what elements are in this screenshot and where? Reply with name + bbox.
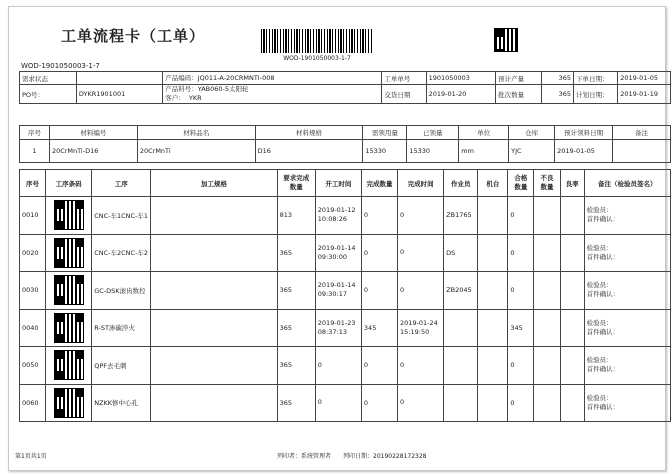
- mat-header: 备注: [613, 126, 671, 140]
- op-done-time: 2019-01-24 15:19:50: [398, 309, 444, 347]
- mat-cell: 15330: [407, 140, 459, 163]
- op-done-qty: 0: [361, 384, 397, 422]
- op-done-qty: 0: [361, 347, 397, 385]
- batch-label: 批次数量: [496, 85, 542, 104]
- ops-header-seq: 序号: [20, 170, 46, 197]
- op-machine: [478, 309, 508, 347]
- op-required-qty: 365: [277, 309, 315, 347]
- ops-header-worker: 作业员: [444, 170, 478, 197]
- op-ok-qty: 345: [508, 309, 534, 347]
- op-start-time: 2019-01-12 10:08:26: [315, 197, 361, 235]
- plan-date-value: 2019-01-19: [618, 85, 671, 104]
- batch-value: 365: [542, 85, 574, 104]
- op-ng-qty: [534, 272, 560, 310]
- mat-header: 材料规格: [255, 126, 363, 140]
- po-label: PO号：: [20, 85, 77, 104]
- info-row: [20, 85, 671, 104]
- qr-code-icon: [55, 351, 83, 379]
- wo-label: 工单单号: [382, 72, 426, 85]
- operation-row: [20, 384, 671, 422]
- op-note: 检验员： 首件确认：: [584, 347, 670, 385]
- op-worker: ZB1765: [444, 197, 478, 235]
- mat-cell: D16: [255, 140, 363, 163]
- mat-header: 材料编号: [49, 126, 137, 140]
- po-value: DYKR1901001: [76, 85, 162, 104]
- qr-code-icon: [55, 389, 83, 417]
- demand-label: 需求状态: [20, 72, 77, 85]
- op-worker: [444, 384, 478, 422]
- op-qr-code: [46, 234, 92, 272]
- part-name-value: YAB060-5太阳轮: [197, 85, 249, 93]
- header-qr-code: [495, 29, 517, 51]
- customer-label: 客户：: [165, 94, 185, 102]
- footer-print-time: 列印日期：20190228172328: [343, 453, 427, 460]
- ops-header-ng: 不良 数量: [534, 170, 560, 197]
- op-done-time: 0: [398, 347, 444, 385]
- operation-row: [20, 309, 671, 347]
- op-required-qty: 365: [277, 234, 315, 272]
- op-spec: [151, 197, 277, 235]
- op-done-qty: 0: [361, 272, 397, 310]
- mat-cell: 20CrMnTi-D16: [49, 140, 137, 163]
- mat-header: 需领用量: [363, 126, 407, 140]
- op-done-time: 0: [398, 197, 444, 235]
- op-start-time: 0: [315, 347, 361, 385]
- op-ng-qty: [534, 347, 560, 385]
- op-spec: [151, 309, 277, 347]
- mat-header: 仓库: [509, 126, 555, 140]
- op-seq: 0050: [20, 347, 46, 385]
- op-spec: [151, 347, 277, 385]
- ops-header-row: [20, 170, 671, 197]
- mat-cell: 2019-01-05: [555, 140, 613, 163]
- part-name-label: 产品料号：: [165, 85, 198, 93]
- op-machine: [478, 234, 508, 272]
- material-header-row: [20, 126, 671, 140]
- op-seq: 0010: [20, 197, 46, 235]
- op-ng-qty: [534, 309, 560, 347]
- mat-cell: [613, 140, 671, 163]
- customer-value: YKR: [188, 94, 202, 102]
- ops-header-ok: 合格 数量: [508, 170, 534, 197]
- op-done-time: 0: [398, 384, 444, 422]
- op-ok-qty: 0: [508, 347, 534, 385]
- op-machine: [478, 272, 508, 310]
- op-ok-qty: 0: [508, 272, 534, 310]
- mat-header: 序号: [20, 126, 50, 140]
- footer-page: 第1页共1页: [15, 453, 47, 460]
- op-qr-code: [46, 309, 92, 347]
- op-worker: [444, 309, 478, 347]
- operation-row: [20, 197, 671, 235]
- qr-code-icon: [55, 239, 83, 267]
- ops-header-done-qty: 完成数量: [361, 170, 397, 197]
- op-start-time: 2019-01-14 09:30:00: [315, 234, 361, 272]
- op-process: CNC-车2CNC-车2: [92, 234, 151, 272]
- op-ng-qty: [534, 384, 560, 422]
- part-no-label: 产品编码：: [165, 73, 198, 82]
- op-rate: [560, 272, 584, 310]
- op-done-time: 0: [398, 272, 444, 310]
- op-rate: [560, 234, 584, 272]
- mat-cell: 1: [20, 140, 50, 163]
- op-worker: [444, 347, 478, 385]
- wo-value: 1901050003: [426, 72, 496, 85]
- mat-header: 预计领料日期: [555, 126, 613, 140]
- op-ok-qty: 0: [508, 234, 534, 272]
- op-machine: [478, 347, 508, 385]
- plan-qty-value: 365: [542, 72, 574, 85]
- part-no-value: JQ011-A-20CRMNTI-008: [197, 73, 275, 82]
- work-order-sheet: [8, 6, 666, 471]
- op-required-qty: 365: [277, 272, 315, 310]
- op-start-time: 2019-01-14 09:30:17: [315, 272, 361, 310]
- op-machine: [478, 197, 508, 235]
- mat-header: 已领量: [407, 126, 459, 140]
- qr-code-icon: [55, 276, 83, 304]
- mat-cell: 15330: [363, 140, 407, 163]
- part-no-cell: [163, 72, 382, 85]
- ops-header-machine: 机台: [478, 170, 508, 197]
- op-seq: 0020: [20, 234, 46, 272]
- op-start-time: 0: [315, 384, 361, 422]
- ops-header-code: 工序条码: [46, 170, 92, 197]
- order-date-label: 下单日期：: [574, 72, 618, 85]
- op-note: 检验员： 首件确认：: [584, 384, 670, 422]
- operations-table: [19, 169, 671, 422]
- delivery-value: 2019-01-20: [426, 85, 496, 104]
- ops-header-done-time: 完成时间: [398, 170, 444, 197]
- op-ok-qty: 0: [508, 197, 534, 235]
- op-process: R-ST渗碳淬火: [92, 309, 151, 347]
- op-qr-code: [46, 197, 92, 235]
- op-note: 检验员： 首件确认：: [584, 272, 670, 310]
- op-done-qty: 345: [361, 309, 397, 347]
- material-table: [19, 125, 671, 163]
- ops-header-note: 备注（检验员签名）: [584, 170, 670, 197]
- op-spec: [151, 384, 277, 422]
- delivery-label: 交货日期: [382, 85, 426, 104]
- qr-code-icon: [55, 314, 83, 342]
- sheet-number: WOD-1901050003-1-7: [21, 62, 100, 70]
- demand-value: [76, 72, 162, 85]
- op-process: CNC-车1CNC-车1: [92, 197, 151, 235]
- mat-header: 材料品名: [137, 126, 255, 140]
- barcode-text: WOD-1901050003-1-7: [283, 55, 351, 62]
- footer-printer: 列印者：系统管理者: [277, 453, 332, 460]
- op-ng-qty: [534, 234, 560, 272]
- customer-cell: [163, 85, 382, 104]
- op-required-qty: 365: [277, 347, 315, 385]
- op-worker: DS: [444, 234, 478, 272]
- op-seq: 0060: [20, 384, 46, 422]
- op-done-qty: 0: [361, 234, 397, 272]
- info-row: [20, 72, 671, 85]
- op-process: GC-DSK滚齿数控: [92, 272, 151, 310]
- op-rate: [560, 197, 584, 235]
- op-spec: [151, 272, 277, 310]
- material-row: [20, 140, 671, 163]
- op-qr-code: [46, 384, 92, 422]
- op-process: QPF去毛刺: [92, 347, 151, 385]
- mat-header: 单位: [459, 126, 509, 140]
- qr-code-icon: [55, 201, 83, 229]
- op-rate: [560, 384, 584, 422]
- order-date-value: 2019-01-05: [618, 72, 671, 85]
- page-title: 工单流程卡（工单）: [61, 27, 206, 45]
- ops-header-proc: 工序: [92, 170, 151, 197]
- op-seq: 0030: [20, 272, 46, 310]
- op-done-qty: 0: [361, 197, 397, 235]
- op-required-qty: 813: [277, 197, 315, 235]
- op-start-time: 2019-01-23 08:37:13: [315, 309, 361, 347]
- operation-row: [20, 347, 671, 385]
- op-note: 检验员： 首件确认：: [584, 197, 670, 235]
- op-machine: [478, 384, 508, 422]
- op-required-qty: 365: [277, 384, 315, 422]
- op-rate: [560, 347, 584, 385]
- mat-cell: YJC: [509, 140, 555, 163]
- operation-row: [20, 272, 671, 310]
- op-ng-qty: [534, 197, 560, 235]
- barcode-image: [261, 29, 373, 53]
- operation-row: [20, 234, 671, 272]
- op-done-time: 0: [398, 234, 444, 272]
- info-table: [19, 71, 671, 104]
- op-rate: [560, 309, 584, 347]
- op-qr-code: [46, 347, 92, 385]
- op-note: 检验员： 首件确认：: [584, 309, 670, 347]
- ops-header-rate: 良率: [560, 170, 584, 197]
- op-qr-code: [46, 272, 92, 310]
- plan-qty-label: 预计产量: [496, 72, 542, 85]
- op-seq: 0040: [20, 309, 46, 347]
- plan-date-label: 计划日期：: [574, 85, 618, 104]
- mat-cell: 20CrMnTi: [137, 140, 255, 163]
- ops-header-spec: 加工规格: [151, 170, 277, 197]
- op-spec: [151, 234, 277, 272]
- mat-cell: mm: [459, 140, 509, 163]
- op-ok-qty: 0: [508, 384, 534, 422]
- ops-header-req: 要求完成 数量: [277, 170, 315, 197]
- op-worker: ZB2045: [444, 272, 478, 310]
- op-note: 检验员： 首件确认：: [584, 234, 670, 272]
- op-process: NZKK修中心孔: [92, 384, 151, 422]
- ops-header-start: 开工时间: [315, 170, 361, 197]
